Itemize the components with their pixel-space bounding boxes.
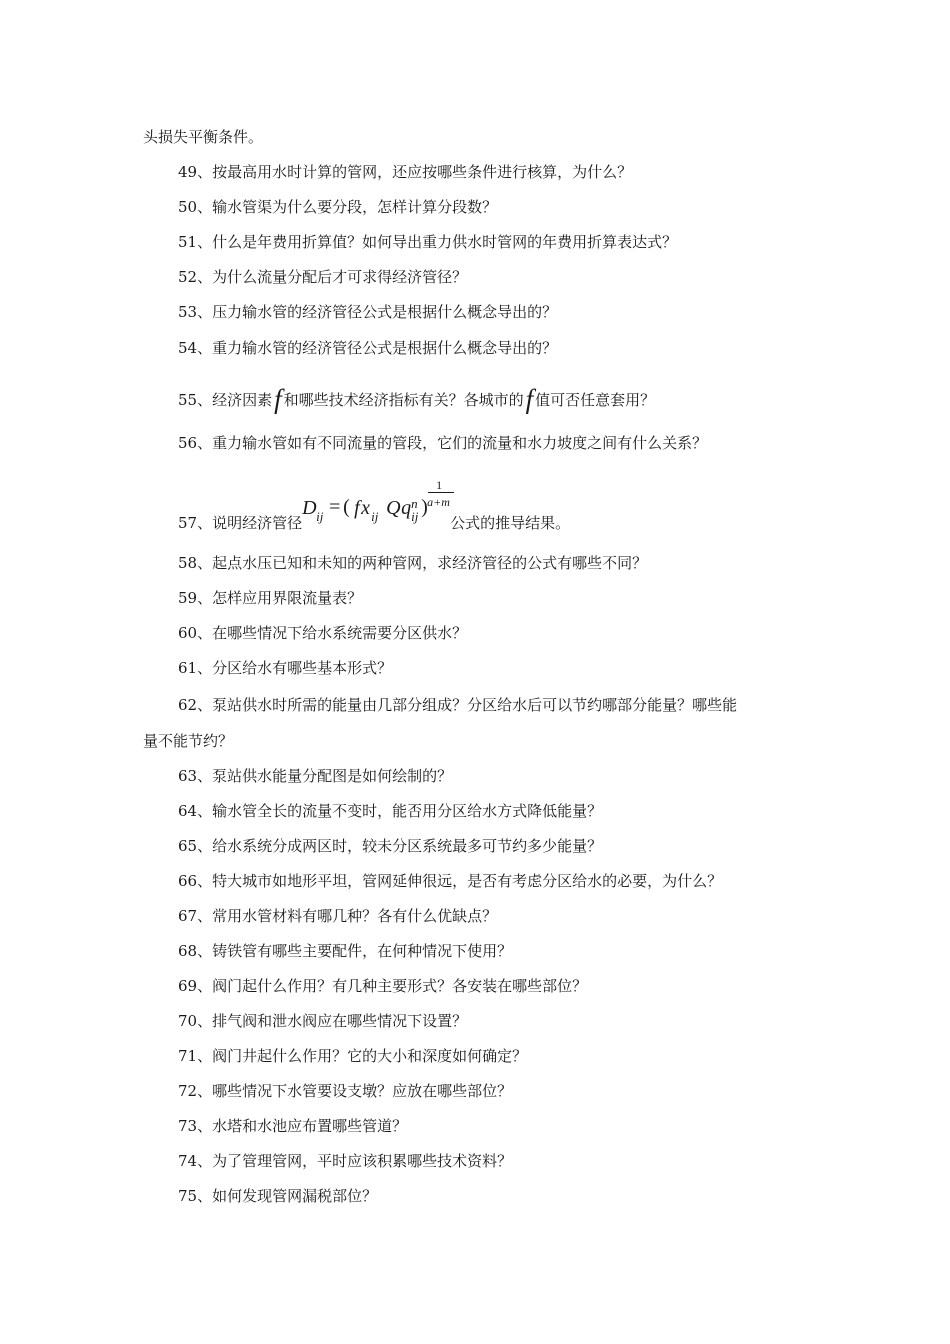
question-63: 63、泵站供水能量分配图是如何绘制的？: [178, 767, 453, 785]
question-72: 72、哪些情况下水管要设支墩？应放在哪些部位？: [178, 1082, 513, 1100]
question-55-text: 和哪些技术经济指标有关？各城市的: [283, 391, 524, 409]
text-line: 头损失平衡条件。: [143, 128, 264, 146]
question-54: 54、重力输水管的经济管径公式是根据什么概念导出的？: [178, 339, 558, 357]
question-70: 70、排气阀和泄水阀应在哪些情况下设置？: [178, 1012, 468, 1030]
question-64: 64、输水管全长的流量不变时，能否用分区给水方式降低能量？: [178, 802, 603, 820]
question-51: 51、什么是年费用折算值？如何导出重力供水时管网的年费用折算表达式？: [178, 233, 678, 251]
question-65: 65、给水系统分成两区时，较未分区系统最多可节约多少能量？: [178, 837, 603, 855]
question-55-text: 值可否任意套用？: [535, 391, 656, 409]
question-57: [178, 478, 571, 533]
question-49: 49、按最高用水时计算的管网，还应按哪些条件进行核算，为什么？: [178, 163, 633, 181]
question-55: [178, 384, 656, 414]
question-66: 66、特大城市如地形平坦，管网延伸很远，是否有考虑分区给水的必要，为什么？: [178, 872, 723, 890]
question-71: 71、阀门井起什么作用？它的大小和深度如何确定？: [178, 1047, 528, 1065]
question-56: 56、重力输水管如有不同流量的管段，它们的流量和水力坡度之间有什么关系？: [178, 434, 708, 452]
question-68: 68、铸铁管有哪些主要配件，在何种情况下使用？: [178, 942, 513, 960]
question-75: 75、如何发现管网漏税部位？: [178, 1187, 378, 1205]
question-60: 60、在哪些情况下给水系统需要分区供水？: [178, 624, 468, 642]
question-67: 67、常用水管材料有哪几种？各有什么优缺点？: [178, 907, 498, 925]
question-61: 61、分区给水有哪些基本形式？: [178, 659, 393, 677]
question-62-continued: 量不能节约？: [143, 732, 234, 750]
question-59: 59、怎样应用界限流量表？: [178, 589, 363, 607]
question-74: 74、为了管理管网，平时应该积累哪些技术资料？: [178, 1152, 513, 1170]
economic-diameter-formula: D ij = ( f x ij Q q n ij ) 1 a+m: [302, 508, 450, 528]
question-57-text: 公式的推导结果。: [450, 514, 571, 532]
question-55-text: 55、经济因素: [178, 391, 273, 409]
variable-f: f: [274, 384, 282, 414]
question-50: 50、输水管渠为什么要分段，怎样计算分段数？: [178, 198, 498, 216]
question-69: 69、阀门起什么作用？有几种主要形式？各安装在哪些部位？: [178, 977, 588, 995]
question-58: 58、起点水压已知和未知的两种管网，求经济管径的公式有哪些不同？: [178, 554, 648, 572]
variable-f: f: [525, 384, 534, 414]
question-62: 62、泵站供水时所需的能量由几部分组成？分区给水后可以节约哪部分能量？哪些能: [178, 696, 738, 714]
question-53: 53、压力输水管的经济管径公式是根据什么概念导出的？: [178, 303, 558, 321]
question-52: 52、为什么流量分配后才可求得经济管径？: [178, 268, 468, 286]
question-73: 73、水塔和水池应布置哪些管道？: [178, 1117, 408, 1135]
question-57-text: 57、说明经济管径: [178, 514, 303, 532]
